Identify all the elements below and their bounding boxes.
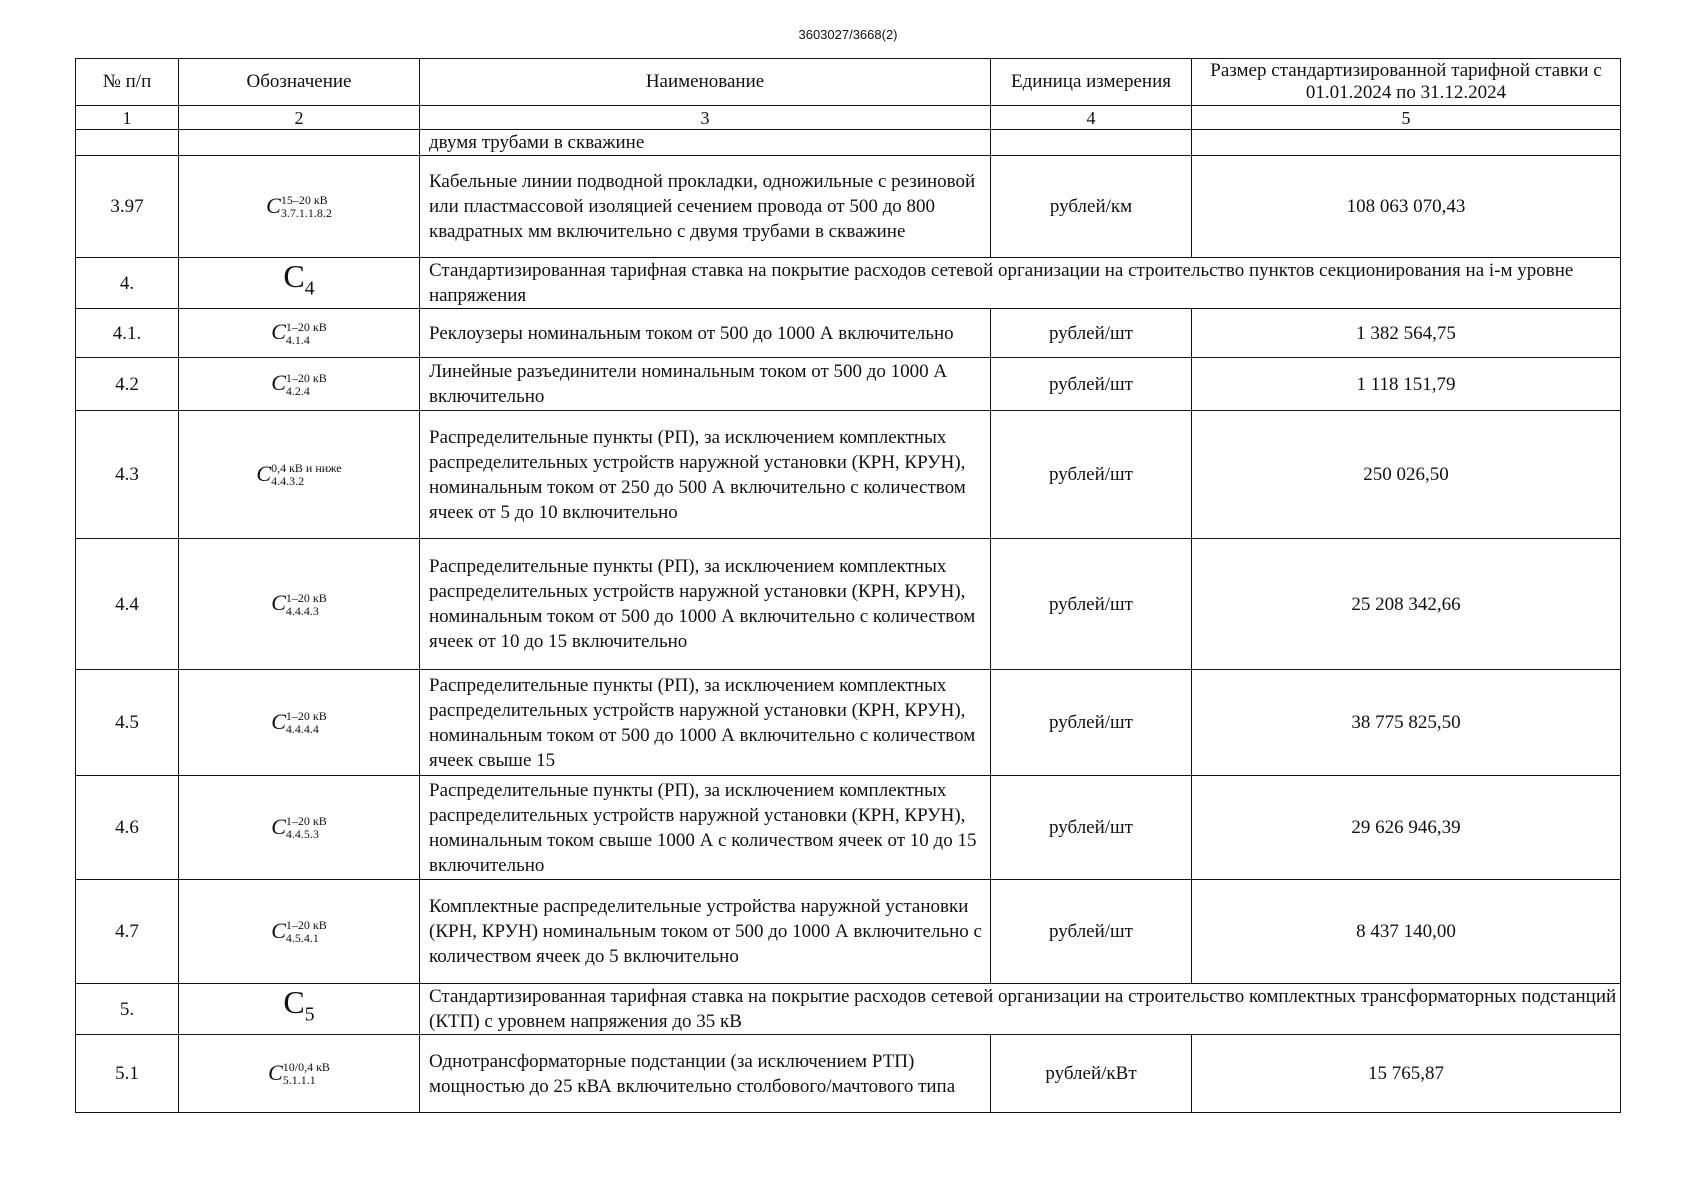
code-sub: 4.4.4.3 [285,603,319,618]
row-name: Линейные разъединители номинальным током от 500 до 1000 А включительно [420,358,991,411]
row-name: Распределительные пункты (РП), за исключением комплектных распределительных устройств наружной установки (КРН, КРУН), номинальным током свыше 1000 А с количеством ячеек от 10 до 15 включительно [420,776,991,880]
code-sub: 4.4.5.3 [285,827,319,842]
row-name: Однотрансформаторные подстанции (за исключением РТП) мощностью до 25 кВА включительно столбового/мачтового типа [420,1035,991,1113]
code-sub: 4 [304,277,315,300]
row-code [179,411,420,539]
row-number: 4.1. [76,309,179,358]
row-value: 1 382 564,75 [1192,309,1621,358]
code-base: C [283,258,305,295]
code-base: C [271,370,286,396]
code-sup: 15–20 кВ [280,193,328,208]
table-row [76,411,1621,539]
column-number: 5 [1192,106,1621,130]
row-number: 5. [76,984,179,1035]
header-rate: Размер стандартизированной тарифной ставки с 01.01.2024 по 31.12.2024 [1192,59,1621,106]
code-sup: 1–20 кВ [285,709,327,724]
column-number: 2 [179,106,420,130]
row-code [179,130,420,156]
code-base: C [271,590,286,616]
row-value: 29 626 946,39 [1192,776,1621,880]
row-name: Распределительные пункты (РП), за исключением комплектных распределительных устройств наружной установки (КРН, КРУН), номинальным током от 500 до 1000 А включительно с количеством ячеек свыше 15 [420,670,991,776]
row-value: 8 437 140,00 [1192,880,1621,984]
row-number: 4.3 [76,411,179,539]
section-title: Стандартизированная тарифная ставка на покрытие расходов сетевой организации на строительство комплектных трансформаторных подстанций (КТП) с уровнем напряжения до 35 кВ [420,984,1621,1035]
table-row [76,309,1621,358]
code-base: C [271,319,286,345]
row-unit: рублей/шт [991,358,1192,411]
column-number: 3 [420,106,991,130]
code-sub: 4.1.4 [285,332,310,347]
column-number: 1 [76,106,179,130]
row-code [179,1035,420,1113]
row-value: 15 765,87 [1192,1035,1621,1113]
row-unit: рублей/шт [991,309,1192,358]
row-unit: рублей/км [991,156,1192,258]
document-number: 3603027/3668(2) [798,27,898,42]
code-base: C [268,1059,283,1085]
row-unit: рублей/шт [991,670,1192,776]
row-name: двумя трубами в скважине [420,130,991,156]
header-code: Обозначение [179,59,420,106]
table-row [76,539,1621,670]
column-number: 4 [991,106,1192,130]
code-sup: 1–20 кВ [285,590,327,605]
row-number [76,130,179,156]
code-sub: 5.1.1.1 [282,1073,316,1088]
code-sub: 3.7.1.1.8.2 [280,206,332,221]
row-value: 1 118 151,79 [1192,358,1621,411]
code-sub: 4.2.4 [285,383,310,398]
header-row [76,59,1621,106]
row-number: 4.7 [76,880,179,984]
row-unit [991,130,1192,156]
section-row [76,258,1621,309]
row-code [179,539,420,670]
row-value: 38 775 825,50 [1192,670,1621,776]
row-unit: рублей/шт [991,880,1192,984]
row-code [179,156,420,258]
row-code [179,358,420,411]
table-row [76,670,1621,776]
row-code [179,984,420,1035]
table-row [76,1035,1621,1113]
header-unit: Единица измерения [991,59,1192,106]
code-base: C [271,917,286,943]
code-base: C [271,708,286,734]
row-number: 4.5 [76,670,179,776]
row-code [179,670,420,776]
row-value: 108 063 070,43 [1192,156,1621,258]
code-sub: 4.4.3.2 [271,474,305,489]
row-code [179,258,420,309]
row-unit: рублей/шт [991,776,1192,880]
section-title: Стандартизированная тарифная ставка на покрытие расходов сетевой организации на строительство пунктов секционирования на i-м уровне напряжения [420,258,1621,309]
row-code [179,880,420,984]
code-sup: 10/0,4 кВ [282,1060,330,1075]
code-sup: 1–20 кВ [285,319,327,334]
row-name: Комплектные распределительные устройства наружной установки (КРН, КРУН) номинальным током от 500 до 1000 А включительно с количеством ячеек до 5 включительно [420,880,991,984]
row-value: 250 026,50 [1192,411,1621,539]
row-code [179,309,420,358]
header-name: Наименование [420,59,991,106]
row-value: 25 208 342,66 [1192,539,1621,670]
row-unit: рублей/кВт [991,1035,1192,1113]
row-code [179,776,420,880]
code-sup: 1–20 кВ [285,814,327,829]
table-row [76,358,1621,411]
code-sup: 1–20 кВ [285,918,327,933]
code-sub: 4.4.4.4 [285,722,319,737]
row-name: Кабельные линии подводной прокладки, одножильные с резиновой или пластмассовой изоляцией сечением провода от 500 до 800 квадратных мм включительно с двумя трубами в скважине [420,156,991,258]
row-number: 3.97 [76,156,179,258]
row-unit: рублей/шт [991,539,1192,670]
row-unit: рублей/шт [991,411,1192,539]
code-sup: 0,4 кВ и ниже [271,461,342,476]
row-name: Реклоузеры номинальным током от 500 до 1000 А включительно [420,309,991,358]
code-base: C [271,813,286,839]
row-name: Распределительные пункты (РП), за исключением комплектных распределительных устройств наружной установки (КРН, КРУН), номинальным током от 250 до 500 А включительно с количеством ячеек от 5 до 10 включительно [420,411,991,539]
code-sub: 5 [304,1003,315,1026]
section-row [76,984,1621,1035]
row-value [1192,130,1621,156]
row-name: Распределительные пункты (РП), за исключением комплектных распределительных устройств наружной установки (КРН, КРУН), номинальным током от 500 до 1000 А включительно с количеством ячеек от 10 до 15 включительно [420,539,991,670]
code-sub: 4.5.4.1 [285,931,319,946]
code-base: C [283,984,305,1021]
table-row [76,880,1621,984]
table-row [76,776,1621,880]
row-number: 4.6 [76,776,179,880]
row-number: 4.2 [76,358,179,411]
column-number-row [76,106,1621,130]
row-number: 4.4 [76,539,179,670]
row-number: 5.1 [76,1035,179,1113]
table-row [76,130,1621,156]
code-base: C [256,460,272,486]
tariff-table [75,58,1621,1113]
code-base: C [266,192,281,218]
code-sup: 1–20 кВ [285,370,327,385]
header-num: № п/п [76,59,179,106]
row-number: 4. [76,258,179,309]
table-row [76,156,1621,258]
